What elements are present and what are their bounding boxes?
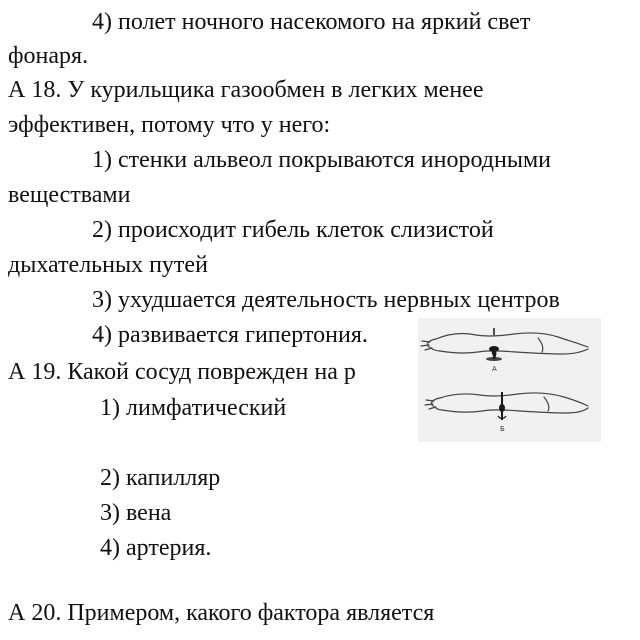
figure-label-a: А	[492, 365, 497, 373]
q18-option-1-continuation: веществами	[8, 182, 131, 208]
q18-stem-line-1: А 18. У курильщика газообмен в легких менее	[8, 77, 484, 103]
q18-option-2: 2) происходит гибель клеток слизистой	[92, 217, 494, 243]
q19-option-1: 1) лимфатический	[100, 395, 287, 421]
q18-stem-line-2: эффективен, потому что у него:	[8, 112, 331, 138]
arm-bleeding-figure	[418, 318, 601, 442]
q18-option-4: 4) развивается гипертония.	[92, 322, 368, 348]
q18-option-3: 3) ухудшается деятельность нервных центров	[92, 287, 560, 313]
q18-option-1: 1) стенки альвеол покрываются инородными	[92, 147, 552, 173]
q18-option-2-continuation: дыхательных путей	[8, 252, 208, 278]
q19-option-4: 4) артерия.	[100, 535, 212, 561]
q19-option-3: 3) вена	[100, 500, 172, 526]
figure-background	[418, 318, 601, 442]
q19-option-2: 2) капилляр	[100, 465, 221, 491]
figure-label-b: Б	[500, 425, 505, 433]
q19-stem: А 19. Какой сосуд поврежден на р	[8, 359, 356, 385]
q20-stem: А 20. Примером, какого фактора является	[8, 600, 435, 626]
q17-option-4: 4) полет ночного насекомого на яркий свет	[92, 9, 531, 35]
q17-option-4-continuation: фонаря.	[8, 43, 89, 69]
